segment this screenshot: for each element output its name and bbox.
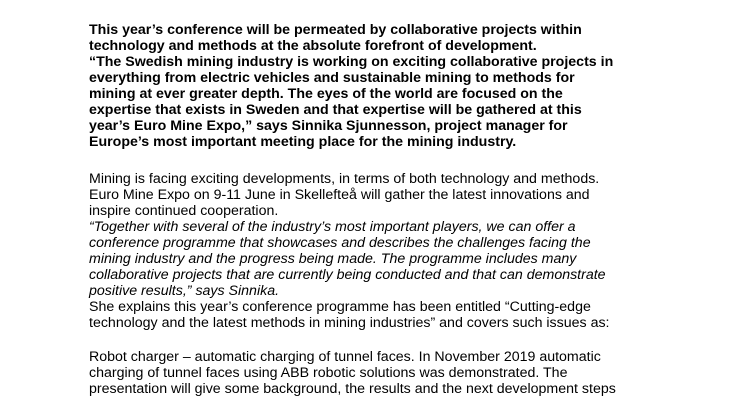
quote-line: mining industry and the progress being made. The programme includes many xyxy=(89,251,577,267)
lead-line: year’s Euro Mine Expo,” says Sinnika Sjunnesson, project manager for xyxy=(89,118,568,134)
lead-line: expertise that exists in Sweden and that expertise will be gathered at this xyxy=(89,102,582,118)
lead-line: Europe’s most important meeting place for the mining industry. xyxy=(89,134,517,150)
lead-line: “The Swedish mining industry is working on exciting collaborative projects in xyxy=(89,54,614,70)
robot-line: charging of tunnel faces using ABB robotic solutions was demonstrated. The xyxy=(89,365,568,381)
quote-paragraph xyxy=(89,219,739,299)
explain-line: technology and the latest methods in mining industries” and covers such issues as: xyxy=(89,315,610,331)
robot-line: presentation will give some background, the results and the next development steps xyxy=(89,381,616,397)
quote-line: positive results,” says Sinnika. xyxy=(89,283,280,299)
lead-line: everything from electric vehicles and sustainable mining to methods for xyxy=(89,70,575,86)
paragraph-spacer xyxy=(89,150,739,171)
lead-paragraph xyxy=(89,22,739,150)
intro-line: inspire continued cooperation. xyxy=(89,203,279,219)
quote-line: “Together with several of the industry’s most important players, we can offer a xyxy=(89,219,576,235)
lead-line: technology and methods at the absolute forefront of development. xyxy=(89,38,537,54)
intro-paragraph xyxy=(89,171,739,219)
intro-line: Euro Mine Expo on 9-11 June in Skellefteå will gather the latest innovations and xyxy=(89,187,590,203)
intro-line: Mining is facing exciting developments, in terms of both technology and methods. xyxy=(89,171,600,187)
robot-paragraph xyxy=(89,349,739,397)
document-page xyxy=(89,22,739,397)
quote-line: conference programme that showcases and describes the challenges facing the xyxy=(89,235,591,251)
explain-line: She explains this year’s conference programme has been entitled “Cutting-edge xyxy=(89,299,591,315)
lead-line: mining at ever greater depth. The eyes of the world are focused on the xyxy=(89,86,563,102)
explain-paragraph xyxy=(89,299,739,331)
robot-line: Robot charger – automatic charging of tunnel faces. In November 2019 automatic xyxy=(89,349,601,365)
paragraph-spacer xyxy=(89,331,739,349)
quote-line: collaborative projects that are currently being conducted and that can demonstrate xyxy=(89,267,606,283)
lead-line: This year’s conference will be permeated by collaborative projects within xyxy=(89,22,582,38)
